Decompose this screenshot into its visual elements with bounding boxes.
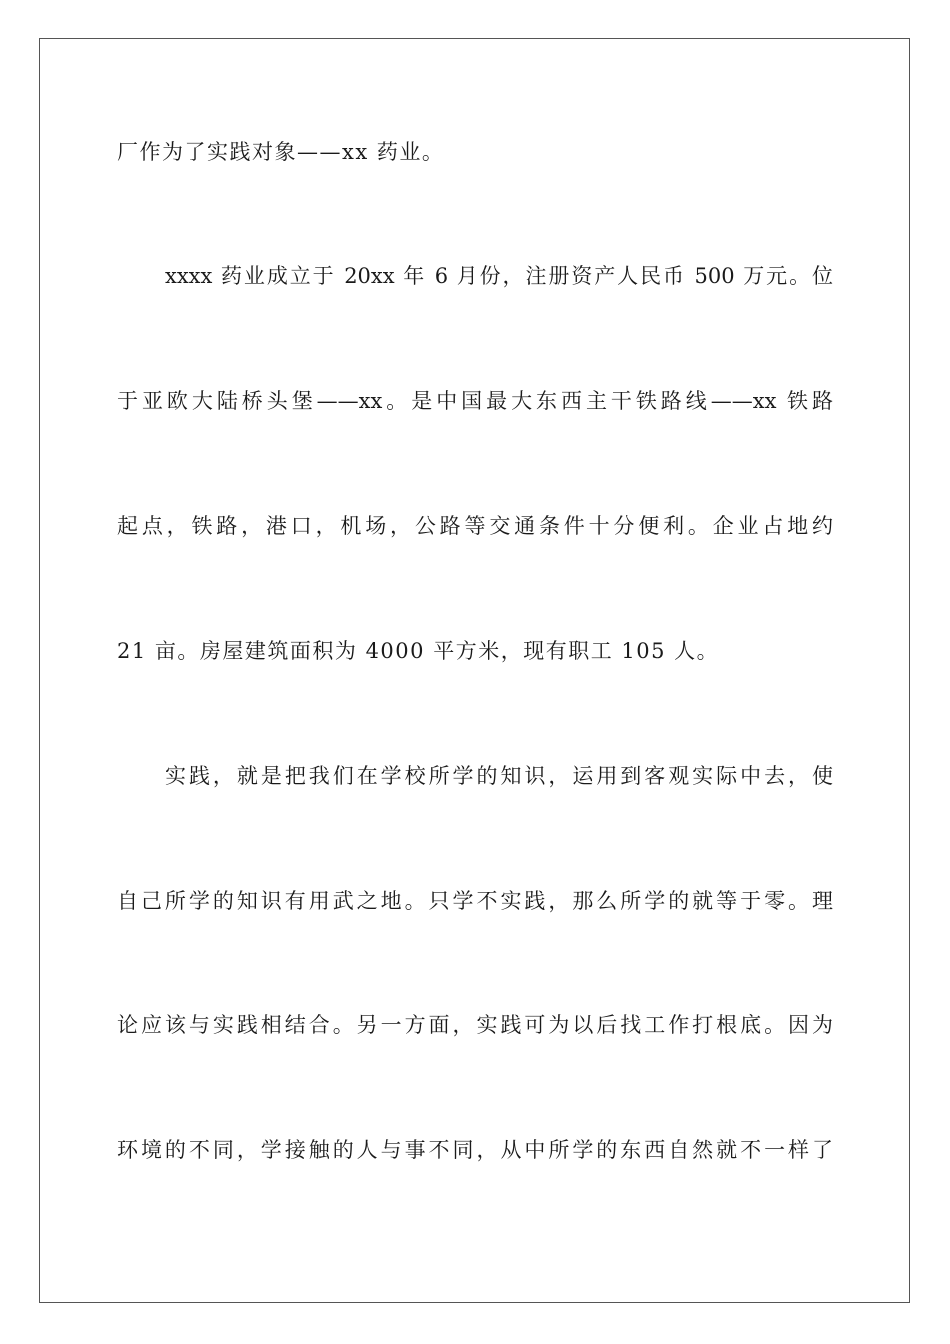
- page-border: [39, 38, 910, 1303]
- text-line: 厂作为了实践对象——xx 药业。: [117, 140, 445, 164]
- text-line: 环境的不同，学接触的人与事不同，从中所学的东西自然就不一样了: [117, 1138, 833, 1162]
- paragraph-first-line: xxxx 药业成立于 20xx 年 6 月份，注册资产人民币 500 万元。位: [165, 264, 833, 288]
- text-line: 21 亩。房屋建筑面积为 4000 平方米，现有职工 105 人。: [117, 639, 720, 663]
- text-line: 于亚欧大陆桥头堡——xx。是中国最大东西主干铁路线——xx 铁路: [117, 389, 833, 413]
- paragraph-first-line: 实践，就是把我们在学校所学的知识，运用到客观实际中去，使: [165, 764, 833, 788]
- text-line: 起点，铁路，港口，机场，公路等交通条件十分便利。企业占地约: [117, 514, 833, 538]
- text-line: 自己所学的知识有用武之地。只学不实践，那么所学的就等于零。理: [117, 889, 833, 913]
- text-line: 论应该与实践相结合。另一方面，实践可为以后找工作打根底。因为: [117, 1013, 833, 1037]
